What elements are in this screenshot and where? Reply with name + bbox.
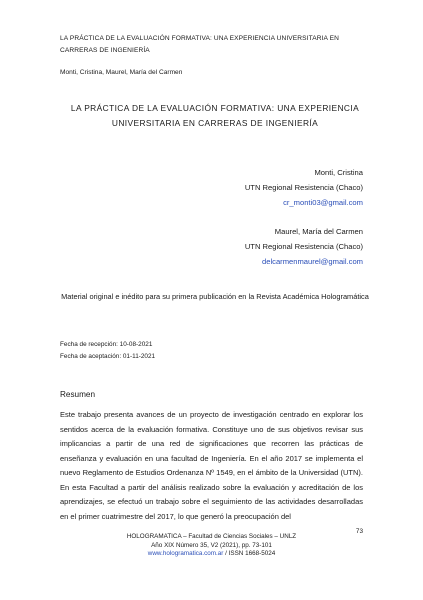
- journal-url-link[interactable]: www.hologramatica.com.ar: [147, 550, 224, 557]
- author-email-link[interactable]: delcarmenmaurel@gmail.com: [262, 257, 363, 266]
- author-name: Maurel, María del Carmen: [274, 227, 363, 236]
- abstract-paragraph: Este trabajo presenta avances de un proyecto de investigación centrado en explorar los sentidos acerca de la evaluación formativa. Constituye uno de sus objetivos revisar sus implicancias a partir de una red de significaciones que recorren las prácticas de enseñanza y evaluación en una facultad de Ingeniería. En el año 2017 se implementa el nuevo Reglamento de Estudios Ordenanza Nº 1549, en el ámbito de la Universidad (UTN). En esta Facultad a partir del análisis realizado sobre la evaluación y acreditación de los aprendizajes, se efectuó un trabajo sobre el seguimiento de las actividades desarrolladas en el primer cuatrimestre del 2017, lo que generó la preocupación del: [60, 410, 363, 521]
- author-block-2: [245, 224, 363, 269]
- page-number: 73: [355, 528, 363, 535]
- footer-journal: HOLOGRAMATICA – Facultad de Ciencias Sociales – UNLZ: [126, 533, 297, 540]
- footer-links: [60, 550, 363, 559]
- running-header-title: LA PRÁCTICA DE LA EVALUACIÓN FORMATIVA: UNA EXPERIENCIA UNIVERSITARIA EN CARRERAS DE INGENIERÍA: [60, 35, 339, 54]
- author-name: Monti, Cristina: [314, 168, 363, 177]
- footer-issn: ISSN 1668-5024: [228, 550, 276, 557]
- author-block-1: [245, 165, 363, 210]
- author-email-link[interactable]: cr_monti03@gmail.com: [283, 198, 363, 207]
- abstract-heading: Resumen: [60, 390, 96, 399]
- publication-note: Material original e inédito para su primera publicación en la Revista Académica Hologramática: [61, 292, 369, 301]
- page-footer: [60, 533, 363, 559]
- received-date: Fecha de recepción: 10-08-2021: [60, 341, 153, 348]
- footer-separator: /: [225, 550, 229, 557]
- running-header-authors: Monti, Cristina, Maurel, María del Carmen: [60, 69, 183, 76]
- footer-issue: Año XIX Número 35, V2 (2021), pp. 73-101: [151, 541, 272, 549]
- article-title: LA PRÁCTICA DE LA EVALUACIÓN FORMATIVA: UNA EXPERIENCIA UNIVERSITARIA EN CARRERAS DE INGENIERÍA: [70, 103, 360, 128]
- author-affiliation: UTN Regional Resistencia (Chaco): [244, 183, 363, 192]
- accepted-date: Fecha de aceptación: 01-11-2021: [60, 353, 156, 360]
- article-dates: [60, 339, 155, 363]
- author-affiliation: UTN Regional Resistencia (Chaco): [244, 242, 363, 251]
